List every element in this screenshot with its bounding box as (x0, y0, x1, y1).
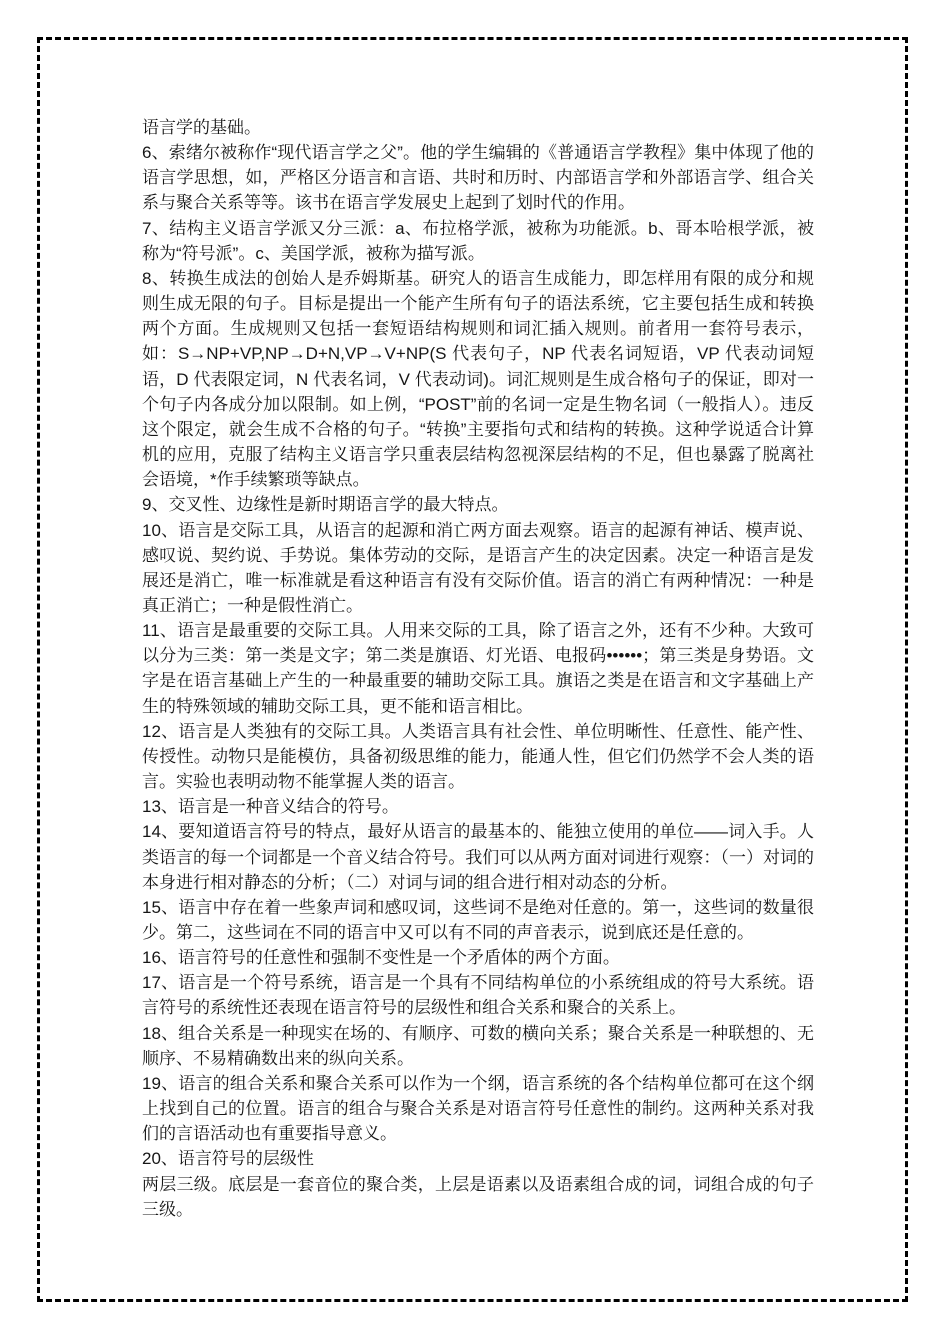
doc-paragraph: 16、语言符号的任意性和强制不变性是一个矛盾体的两个方面。 (142, 948, 620, 968)
document-content (142, 115, 814, 1222)
doc-paragraph: 10、语言是交际工具，从语言的起源和消亡两方面去观察。语言的起源有神话、模声说、感叹说、契约说、手势说。集体劳动的交际，是语言产生的决定因素。决定一种语言是发展还是消亡，唯一标准就是看这种语言有没有交际价值。语言的消亡有两种情况：一种是真正消亡；一种是假性消亡。 (142, 520, 814, 615)
doc-paragraph: 14、要知道语言符号的特点，最好从语言的最基本的、能独立使用的单位——词入手。人类语言的每一个词都是一个音义结合符号。我们可以从两方面对词进行观察：（一）对词的本身进行相对静态的分析；（二）对词与词的组合进行相对动态的分析。 (142, 822, 814, 892)
doc-paragraph: 12、语言是人类独有的交际工具。人类语言具有社会性、单位明晰性、任意性、能产性、传授性。动物只是能模仿，具备初级思维的能力，能通人性，但它们仍然学不会人类的语言。实验也表明动物不能掌握人类的语言。 (142, 721, 814, 792)
doc-paragraph: 9、交叉性、边缘性是新时期语言学的最大特点。 (142, 495, 509, 515)
doc-paragraph: 15、语言中存在着一些象声词和感叹词，这些词不是绝对任意的。第一，这些词的数量很少。第二，这些词在不同的语言中又可以有不同的声音表示，说到底还是任意的。 (142, 897, 814, 942)
doc-paragraph: 20、语言符号的层级性 (142, 1149, 314, 1169)
doc-paragraph: 6、索绪尔被称作“现代语言学之父”。他的学生编辑的《普通语言学教程》集中体现了他的语言学思想，如，严格区分语言和言语、共时和历时、内部语言学和外部语言学、组合关系与聚合关系等等。该书在语言学发展史上起到了划时代的作用。 (142, 143, 814, 213)
doc-paragraph: 11、语言是最重要的交际工具。人用来交际的工具，除了语言之外，还有不少种。大致可以分为三类：第一类是文字；第二类是旗语、灯光语、电报码••••••；第三类是身势语。文字是在语言基础上产生的一种最重要的辅助交际工具。旗语之类是在语言和文字基础上产生的特殊领域的辅助交际工具，更不能和语言相比。 (142, 621, 814, 716)
doc-paragraph: 17、语言是一个符号系统，语言是一个具有不同结构单位的小系统组成的符号大系统。语言符号的系统性还表现在语言符号的层级性和组合关系和聚合的关系上。 (142, 973, 814, 1018)
doc-paragraph: 19、语言的组合关系和聚合关系可以作为一个纲，语言系统的各个结构单位都可在这个纲上找到自己的位置。语言的组合与聚合关系是对语言符号任意性的制约。这两种关系对我们的言语活动也有重要指导意义。 (142, 1073, 814, 1144)
doc-paragraph: 13、语言是一种音义结合的符号。 (142, 797, 399, 817)
doc-paragraph: 18、组合关系是一种现实在场的、有顺序、可数的横向关系；聚合关系是一种联想的、无顺序、不易精确数出来的纵向关系。 (142, 1023, 814, 1068)
doc-paragraph: 8、转换生成法的创始人是乔姆斯基。研究人的语言生成能力，即怎样用有限的成分和规则生成无限的句子。目标是提出一个能产生所有句子的语法系统，它主要包括生成和转换两个方面。生成规则又包括一套短语结构规则和词汇插入规则。前者用一套符号表示，如：S→NP+VP,NP→D+N,VP→V+NP(S 代表句子，NP 代表名词短语，VP 代表动词短语，D 代表限定词，N 代表名词，V 代表动词)。词汇规则是生成合格句子的保证，即对一个句子内各成分加以限制。如上例，“POST”前的名词一定是生物名词（一般指人）。违反这个限定，就会生成不合格的句子。“转换”主要指句式和结构的转换。这种学说适合计算机的应用，克服了结构主义语言学只重表层结构忽视深层结构的不足，但也暴露了脱离社会语境，*作手续繁琐等缺点。 (142, 268, 814, 490)
doc-paragraph: 两层三级。底层是一套音位的聚合类，上层是语素以及语素组合成的词，词组合成的句子三级。 (142, 1174, 814, 1219)
doc-paragraph: 语言学的基础。 (142, 118, 261, 137)
doc-paragraph: 7、结构主义语言学派又分三派：a、布拉格学派，被称为功能派。b、哥本哈根学派，被称为“符号派”。c、美国学派，被称为描写派。 (142, 218, 814, 263)
